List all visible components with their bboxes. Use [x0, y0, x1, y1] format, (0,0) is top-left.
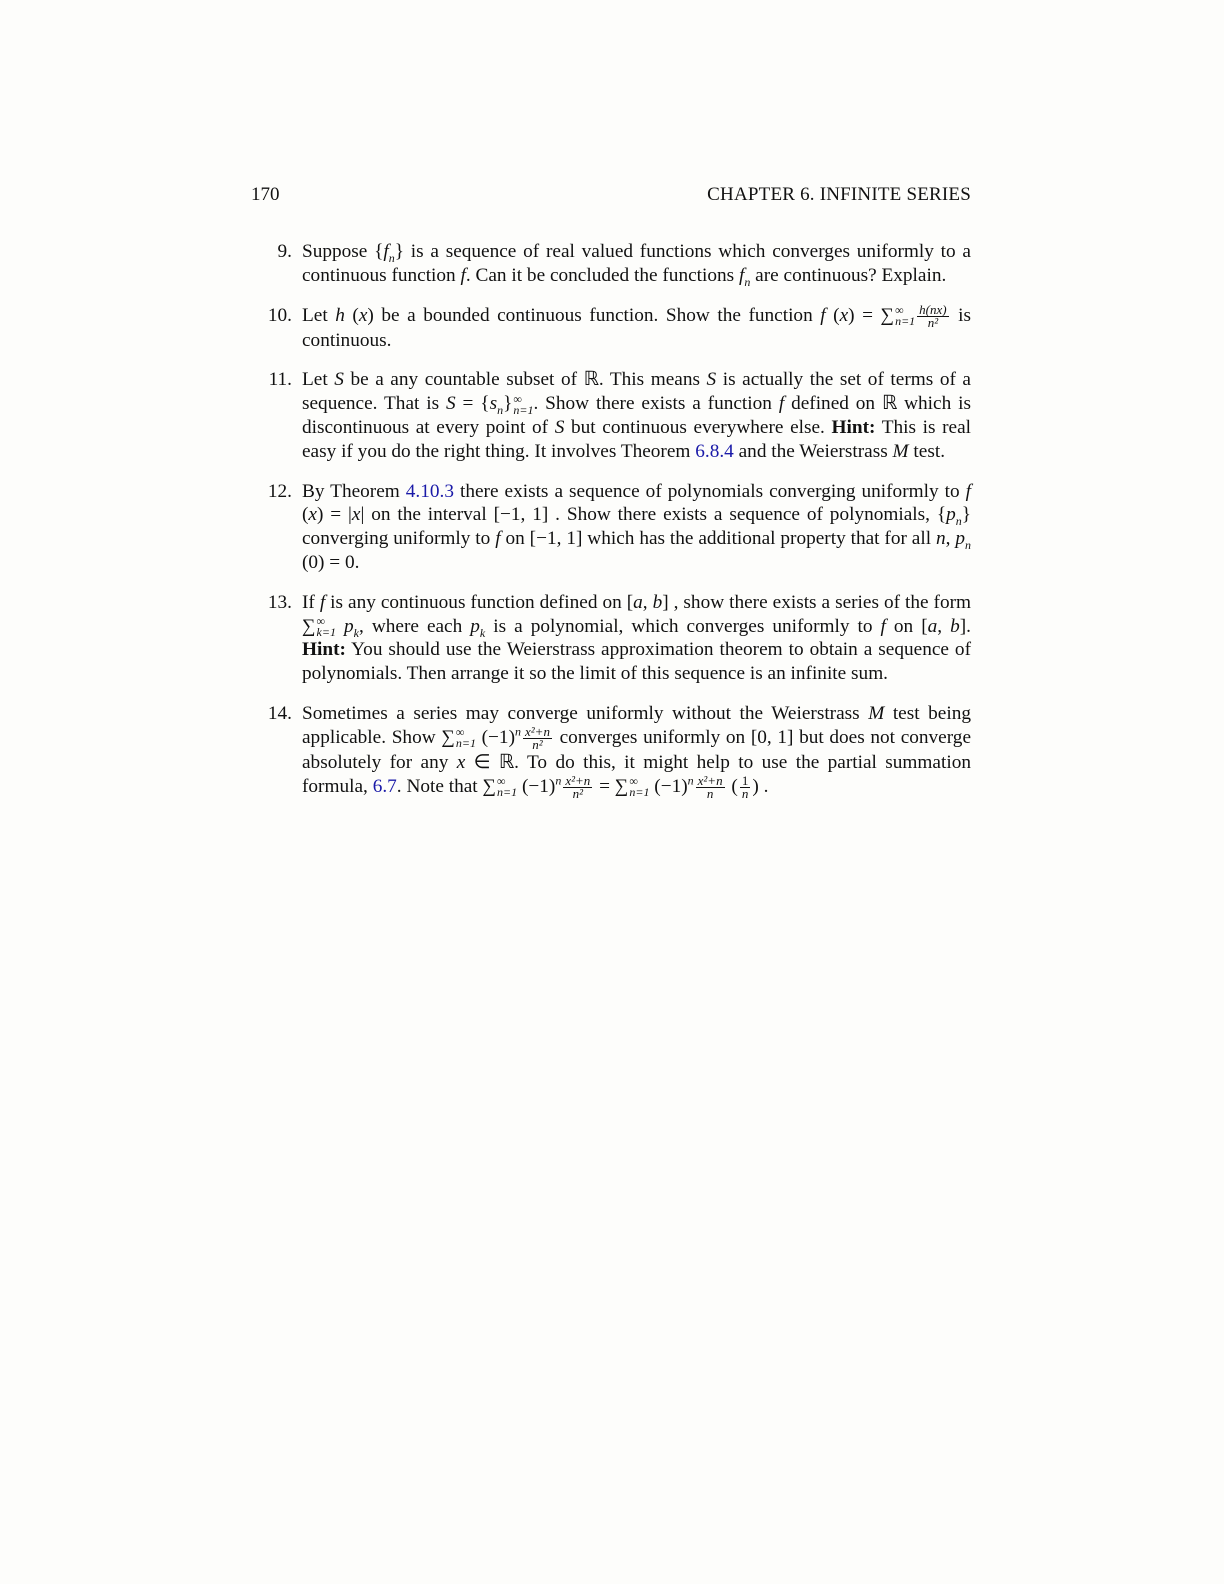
text-fragment: p: [344, 615, 354, 637]
text-fragment: , where each: [358, 615, 471, 637]
text-fragment: ) .: [752, 775, 769, 797]
text-fragment: test being applicable. Show: [302, 703, 971, 748]
text-fragment: is actually the set of terms of a sequence. That is: [302, 369, 971, 415]
text-fragment: = {: [455, 393, 490, 415]
text-fragment: p: [955, 528, 966, 550]
sum-limits: [629, 776, 649, 798]
text-fragment: n: [955, 514, 962, 529]
text-fragment: f: [820, 304, 826, 326]
text-fragment: S: [334, 369, 344, 391]
theorem-link-4-10-3[interactable]: 4.10.3: [405, 480, 454, 502]
text-fragment: ,: [945, 528, 956, 550]
text-fragment: (0) = 0.: [302, 552, 360, 574]
text-fragment: f: [319, 591, 326, 613]
text-fragment: and the Weierstrass: [733, 440, 893, 462]
text-fragment: ) = |: [316, 504, 352, 526]
text-fragment: . Note that: [396, 775, 483, 797]
text-fragment: =: [594, 775, 615, 797]
exercise-11: [256, 368, 971, 463]
sum-symbol: ∑: [614, 775, 629, 797]
text-fragment: ].: [959, 615, 972, 637]
exercise-12: [256, 480, 971, 575]
text-fragment: n: [497, 403, 504, 418]
text-fragment: S: [554, 417, 565, 439]
text-fragment: n=1: [455, 736, 476, 751]
text-fragment: are continuous? Explain.: [750, 264, 947, 286]
text-fragment: n: [515, 724, 521, 739]
text-fragment: n: [741, 785, 749, 801]
text-fragment: n: [555, 773, 562, 788]
text-fragment: (: [302, 504, 309, 526]
text-fragment: } is a sequence of real valued functions which converges uniformly to a continuous function: [302, 241, 971, 286]
text-fragment: n: [687, 773, 694, 788]
text-fragment: h: [335, 304, 345, 326]
text-fragment: n=1: [629, 785, 650, 800]
text-fragment: ∞: [497, 774, 506, 789]
text-fragment: S: [706, 369, 717, 391]
text-fragment: be a any countable subset of ℝ. This means: [343, 369, 707, 391]
sum-limits: [497, 776, 517, 798]
exercise-13: [256, 591, 971, 686]
text-fragment: s: [489, 393, 498, 415]
text-fragment: 1: [741, 772, 749, 788]
text-fragment: x: [456, 751, 466, 773]
text-fragment: M: [868, 703, 885, 725]
fraction: [740, 772, 751, 801]
exercise-number: 9.: [277, 241, 292, 262]
text-fragment: test.: [908, 440, 946, 462]
text-fragment: }: [503, 393, 513, 415]
text-fragment: x: [839, 304, 849, 326]
text-fragment: Hint:: [831, 417, 876, 439]
text-fragment: Sometimes a series may converge uniformly without the Weierstrass: [302, 703, 869, 725]
superscript: [688, 773, 694, 787]
text-fragment: n²: [532, 736, 543, 752]
sum-limits: [895, 305, 915, 327]
sum-limits: [317, 616, 336, 638]
superscript: [515, 724, 521, 738]
text-fragment: } converging uniformly to: [302, 504, 971, 550]
exercise-number: 11.: [268, 369, 292, 391]
text-fragment: n=1: [513, 402, 534, 417]
text-fragment: ∞: [455, 725, 465, 740]
text-fragment: p: [470, 615, 480, 637]
text-fragment: on [−1, 1] which has the additional property that for all: [500, 528, 936, 550]
text-fragment: . Can it be concluded the functions: [465, 264, 739, 286]
text-fragment: x: [351, 504, 361, 526]
text-fragment: x: [308, 504, 317, 526]
text-fragment: n²: [572, 785, 583, 801]
text-fragment: n=1: [895, 314, 916, 329]
text-fragment: f: [383, 241, 389, 262]
exercise-number: 12.: [267, 480, 292, 502]
text-fragment: Let: [302, 369, 335, 391]
text-fragment: defined on ℝ which is discontinuous at every point of: [302, 393, 971, 439]
fraction: [917, 301, 948, 330]
text-fragment: k: [479, 625, 486, 640]
sum-symbol: ∑: [482, 775, 497, 797]
text-fragment: x²+n: [525, 723, 550, 739]
subscript: [965, 538, 971, 552]
text-fragment: converges uniformly on [0, 1] but does not converge absolutely for any: [302, 726, 971, 773]
text-fragment: ) =: [848, 304, 881, 326]
text-fragment: on [: [885, 615, 928, 637]
text-fragment: ∞: [895, 303, 904, 318]
text-fragment: a: [633, 591, 643, 613]
text-fragment: Let: [302, 304, 336, 326]
text-fragment: k=1: [316, 625, 336, 640]
sequence-limits: [513, 391, 534, 417]
sum-limits: [456, 727, 476, 749]
text-fragment: f: [778, 393, 785, 415]
fraction: [563, 772, 592, 801]
exercise-10: [256, 301, 972, 353]
text-fragment: ] , show there exists a series of the form: [662, 591, 972, 613]
text-fragment: f: [880, 615, 886, 637]
text-fragment: M: [892, 440, 909, 462]
text-fragment: ,: [642, 591, 653, 613]
text-fragment: n²: [927, 314, 939, 330]
superscript: [555, 773, 561, 787]
text-fragment: x²+n: [565, 772, 591, 788]
text-fragment: Hint:: [302, 639, 346, 661]
text-fragment: | on the interval [−1, 1] . Show there exists a sequence of polynomials, {: [360, 504, 947, 526]
text-fragment: x: [358, 304, 368, 326]
text-fragment: S: [446, 393, 456, 415]
exercise-list: [256, 240, 971, 816]
text-fragment: If: [302, 591, 320, 613]
text-fragment: f: [495, 528, 501, 550]
text-fragment: ,: [937, 615, 951, 637]
exercise-number: 10.: [267, 304, 292, 326]
text-fragment: (−1): [517, 775, 556, 797]
text-fragment: You should use the Weierstrass approximation theorem to obtain a sequence of polynomials. Then arrange it so the limit of this sequence is an infinite sum.: [302, 639, 971, 685]
text-fragment: [336, 616, 344, 637]
fraction: [523, 723, 552, 752]
text-fragment: p: [946, 504, 956, 526]
text-fragment: ∞: [629, 774, 638, 789]
text-fragment: k: [353, 625, 359, 640]
text-fragment: ∞: [513, 391, 522, 406]
text-fragment: h(nx): [919, 301, 947, 317]
text-fragment: is any continuous function defined on [: [325, 591, 634, 613]
formula-link-6-7[interactable]: 6.7: [372, 775, 397, 797]
sum-symbol: ∑: [880, 304, 895, 326]
text-fragment: ∈ ℝ. To do this, it might help to use the partial summation formula,: [302, 751, 971, 797]
text-fragment: b: [652, 591, 663, 613]
text-fragment: but continuous everywhere else.: [564, 417, 832, 439]
sum-symbol: ∑: [441, 726, 455, 748]
text-fragment: ∞: [316, 614, 326, 629]
exercise-number: 13.: [267, 591, 292, 613]
theorem-link-6-8-4[interactable]: 6.8.4: [695, 440, 734, 462]
text-fragment: . Show there exists a function: [533, 393, 779, 415]
text-fragment: n=1: [497, 785, 518, 800]
text-fragment: n: [744, 274, 751, 289]
text-fragment: n: [965, 538, 972, 553]
text-fragment: Suppose {: [302, 241, 384, 262]
text-fragment: b: [950, 615, 960, 637]
text-fragment: f: [738, 264, 745, 286]
text-fragment: ) be a bounded continuous function. Show the function: [367, 304, 821, 326]
text-fragment: (: [344, 304, 359, 326]
sum-symbol: ∑: [302, 615, 316, 637]
text-fragment: (−1): [649, 775, 688, 797]
text-fragment: n: [388, 250, 395, 265]
text-fragment: n: [706, 785, 714, 801]
fraction: [696, 772, 725, 801]
page-number: 170: [251, 184, 280, 205]
text-fragment: By Theorem: [302, 480, 406, 502]
text-fragment: f: [460, 264, 466, 286]
text-fragment: (: [825, 304, 840, 326]
chapter-title: CHAPTER 6. INFINITE SERIES: [707, 184, 971, 205]
text-fragment: f: [965, 480, 971, 502]
text-fragment: a: [927, 615, 938, 637]
text-fragment: is continuous.: [302, 304, 972, 351]
text-fragment: (: [726, 775, 738, 797]
exercise-14: [256, 702, 971, 800]
exercise-number: 14.: [267, 703, 292, 725]
exercise-9: [256, 240, 971, 288]
text-fragment: This is real easy if you do the right thing. It involves Theorem: [302, 417, 972, 462]
text-fragment: is a polynomial, which converges uniformly to: [485, 615, 881, 637]
text-fragment: n: [936, 528, 946, 550]
text-fragment: x²+n: [697, 772, 723, 788]
text-fragment: (−1): [475, 726, 515, 748]
text-fragment: there exists a sequence of polynomials converging uniformly to: [453, 480, 966, 502]
